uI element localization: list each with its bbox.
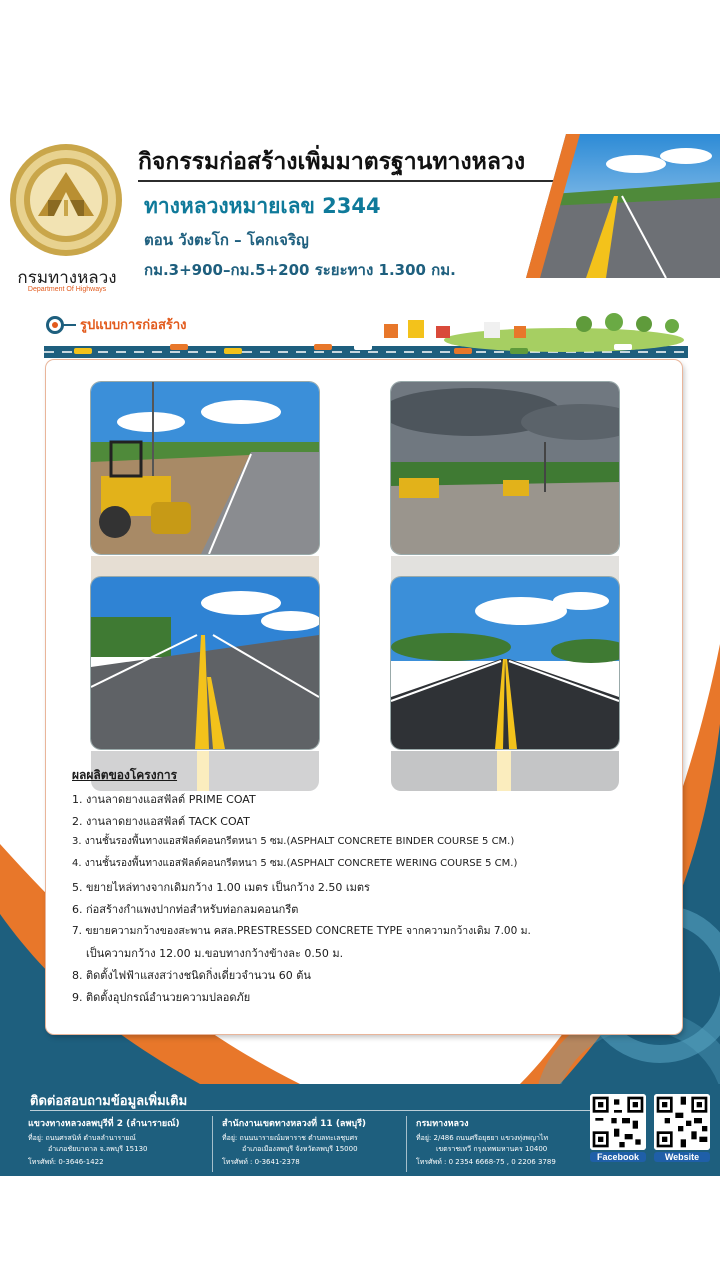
footer-divider [30,1110,590,1111]
office-name: สำนักงานเขตทางหลวงที่ 11 (ลพบุรี) [222,1119,367,1129]
office-tel: โทรศัพท์: 0-3646-1422 [28,1158,104,1166]
footer-separator [406,1116,407,1172]
org-name-en: Department Of Highways [27,286,107,293]
result-item: 9. ติดตั้งอุปกรณ์อำนวยความปลอดภัย [72,991,251,1004]
photo-4-reflection [391,751,619,791]
footer-title: ติดต่อสอบถามข้อมูลเพิ่มเติม [30,1094,188,1109]
office-name: แขวงทางหลวงลพบุรีที่ 2 (ลำนารายณ์) [28,1119,180,1129]
result-item: 7. ขยายความกว้างของสะพาน คสล.PRESTRESSED CONCRETE TYPE จากความกว้างเดิม 7.00 ม. [72,925,531,937]
office-tel: โทรศัพท์ : 0-3641-2378 [222,1158,300,1166]
office-address: ที่อยู่: ถนนศรสนิท์ ตำบลลำนารายณ์ [28,1134,136,1142]
office-tel: โทรศัพท์ : 0 2354 6668-75 , 0 2206 3789 [416,1158,556,1166]
result-item: 5. ขยายไหล่ทางจากเดิมกว้าง 1.00 เมตร เป็นกว้าง 2.50 เมตร [72,881,370,894]
office-address: เขตราชเทวี กรุงเทพมหานคร 10400 [436,1145,548,1153]
result-item: 6. ก่อสร้างกำแพงปากท่อสำหรับท่อกลมคอนกรีต [72,903,299,916]
result-item-continuation: เป็นความกว้าง 12.00 ม.ขอบทางกว้างข้างละ 0.50 ม. [86,947,344,960]
office-department [416,1116,556,1168]
department-seal-logo [8,142,124,258]
construction-photo-1 [91,382,319,554]
footer-separator [212,1116,213,1172]
header-road-photo [526,134,720,278]
km-range: กม.3+900–กม.5+200 ระยะทาง 1.300 กม. [144,261,456,279]
org-name-th: กรมทางหลวง [17,268,117,288]
facebook-qr-code[interactable] [590,1094,646,1150]
website-qr-code[interactable] [654,1094,710,1150]
poster [0,124,720,1176]
office-address: อำเภอเมืองลพบุรี จังหวัดลพบุรี 15000 [242,1145,358,1153]
office-address: อำเภอชัยบาดาล จ.ลพบุรี 15130 [48,1145,148,1153]
website-label[interactable]: Website [654,1152,710,1162]
office-region-11 [222,1116,366,1168]
result-item: 8. ติดตั้งไฟฟ้าแสงสว่างชนิดกิ่งเดี่ยวจำนวน 60 ต้น [72,969,311,982]
result-item: 1. งานลาดยางแอสฟัลต์ PRIME COAT [72,793,256,806]
result-item: 4. งานชั้นรองพื้นทางแอสฟัลต์คอนกรีตหนา 5 ซม.(ASPHALT CONCRETE WERING COURSE 5 CM.) [72,858,518,869]
section-name: ตอน วังตะโก – โคกเจริญ [144,231,309,249]
result-item: 2. งานลาดยางแอสฟัลต์ TACK COAT [72,815,250,828]
office-address: ที่อยู่: 2/486 ถนนศรีอยุธยา แขวงทุ่งพญาไท [416,1134,549,1142]
construction-photo-2 [391,382,619,554]
office-name: กรมทางหลวง [416,1119,469,1129]
finished-road-photo-2 [391,577,619,749]
page-title: กิจกรรมก่อสร้างเพิ่มมาตรฐานทางหลวง [138,149,526,175]
office-address: ที่อยู่: ถนนนารายณ์มหาราช ตำบลทะเลชุบศร [222,1134,358,1142]
office-district-2 [28,1116,180,1168]
results-title: ผลผลิตของโครงการ [72,768,178,782]
title-underline [138,180,578,182]
finished-road-photo-1 [91,577,319,749]
highway-number: ทางหลวงหมายเลข 2344 [144,194,381,218]
result-item: 3. งานชั้นรองพื้นทางแอสฟัลต์คอนกรีตหนา 5 ซม.(ASPHALT CONCRETE BINDER COURSE 5 CM.) [72,836,515,847]
bullet-line [62,324,76,326]
design-section-label: รูปแบบการก่อสร้าง [80,318,187,333]
facebook-label[interactable]: Facebook [590,1152,646,1162]
